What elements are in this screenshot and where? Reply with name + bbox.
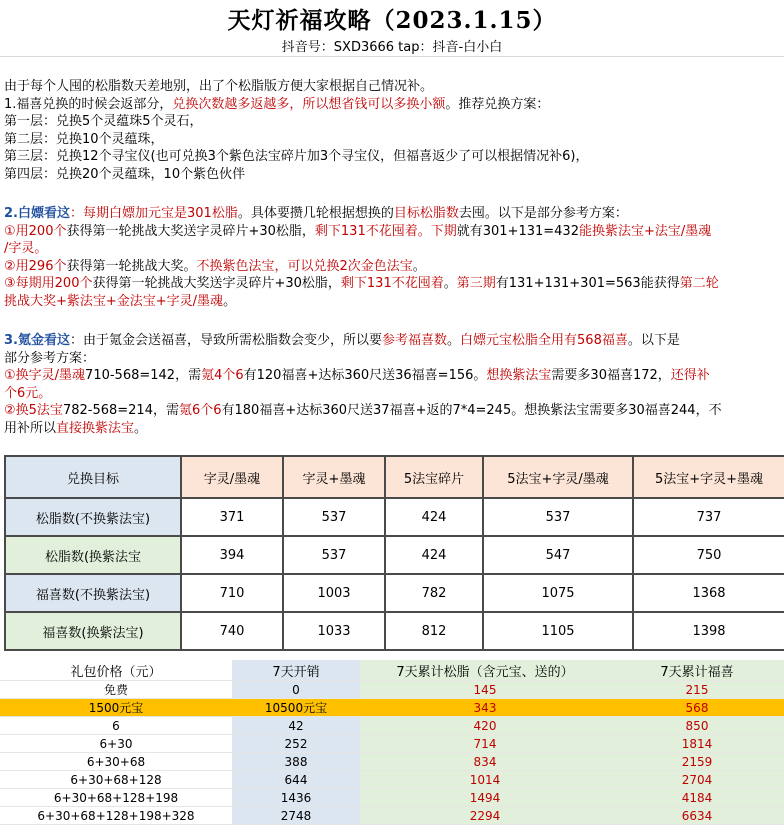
table-row bbox=[5, 498, 784, 536]
section-freebie bbox=[4, 205, 782, 310]
table-row-label: 福喜数(不换紫法宝) bbox=[5, 574, 181, 612]
table-cell: 420 bbox=[360, 717, 610, 735]
section2-text: 获得第一轮挑战大奖。 bbox=[66, 258, 197, 274]
table-row-highlighted bbox=[0, 699, 784, 717]
table-cell: 537 bbox=[283, 498, 385, 536]
intro-text: 1.福喜兑换的时候会返部分， bbox=[4, 96, 173, 112]
section3-text: 。 bbox=[134, 420, 148, 436]
section2-highlight: ①用200个 bbox=[4, 223, 67, 239]
section3-line-4 bbox=[4, 385, 782, 403]
table-cell: 394 bbox=[181, 536, 283, 574]
table-cell: 1494 bbox=[360, 789, 610, 807]
table-cell: 6+30 bbox=[0, 735, 232, 753]
section3-heading: 3.氪金看这 bbox=[4, 333, 70, 348]
section2-text: 获得第一轮挑战大奖送字灵碎片+30松脂， bbox=[92, 276, 341, 291]
table-cell: 4184 bbox=[610, 789, 784, 807]
table-row bbox=[5, 612, 784, 650]
section2-line-2 bbox=[4, 223, 782, 241]
table-cell: 6 bbox=[0, 717, 232, 735]
table-row bbox=[5, 574, 784, 612]
table-cell: 644 bbox=[232, 771, 360, 789]
intro-section bbox=[4, 78, 782, 183]
section2-line-4 bbox=[4, 258, 782, 276]
table-cell: 1398 bbox=[633, 612, 784, 650]
exchange-target-table bbox=[4, 455, 784, 651]
section2-highlight: 不换紫色法宝，可以兑换2次金色法宝 bbox=[196, 258, 413, 274]
section2-line-6 bbox=[4, 293, 782, 311]
section2-text: 。 bbox=[412, 258, 426, 274]
section2-text: 。具体要攒几轮根据想换的 bbox=[237, 206, 394, 221]
table-header-cell: 7天累计松脂（含元宝、送的） bbox=[360, 660, 610, 681]
section2-highlight: 剩下131不花囤着 bbox=[340, 276, 444, 291]
section-paid bbox=[4, 332, 782, 437]
table-cell: 371 bbox=[181, 498, 283, 536]
table-cell: 568 bbox=[610, 699, 784, 717]
table-cell: 1436 bbox=[232, 789, 360, 807]
section2-line-1 bbox=[4, 205, 782, 223]
table-row bbox=[0, 771, 784, 789]
table-header-cell: 7天开销 bbox=[232, 660, 360, 681]
section3-line-2: 部分参考方案： bbox=[4, 350, 96, 366]
table-cell: 424 bbox=[385, 498, 483, 536]
table-cell: 6634 bbox=[610, 807, 784, 825]
table-cell: 710 bbox=[181, 574, 283, 612]
table-cell: 6+30+68+128+198+328 bbox=[0, 807, 232, 825]
table-header-cell: 5法宝碎片 bbox=[385, 456, 483, 498]
section2-text: 就有301+131=432 bbox=[456, 223, 579, 239]
table-cell: 2748 bbox=[232, 807, 360, 825]
table-cell: 1500元宝 bbox=[0, 699, 232, 717]
section2-highlight: ②用296个 bbox=[4, 258, 67, 274]
table-row-label: 松脂数(不换紫法宝) bbox=[5, 498, 181, 536]
section2-highlight: 第三期 bbox=[456, 276, 496, 291]
intro-line-1: 由于每个人囤的松脂数天差地别，出了个松脂版方便大家根据自己情况补。 bbox=[4, 79, 434, 94]
table-row-label: 福喜数(换紫法宝) bbox=[5, 612, 181, 650]
intro-line-6: 第四层：兑换20个灵蕴珠，10个紫色伙伴 bbox=[4, 166, 246, 182]
section2-text: 。 bbox=[443, 276, 457, 291]
table-cell: 343 bbox=[360, 699, 610, 717]
table-cell: 1075 bbox=[483, 574, 633, 612]
section2-text: 去囤。以下是部分参考方案： bbox=[458, 206, 628, 221]
intro-line-2 bbox=[4, 96, 782, 114]
section2-highlight: 目标松脂数 bbox=[393, 206, 459, 221]
intro-line-4: 第二层：兑换10个灵蕴珠， bbox=[4, 131, 164, 147]
table-cell: 免费 bbox=[0, 681, 232, 699]
table-cell: 537 bbox=[483, 498, 633, 536]
section3-highlight: 参考福喜数 bbox=[382, 333, 448, 348]
section2-text: ： bbox=[69, 206, 83, 221]
table-cell: 0 bbox=[232, 681, 360, 699]
table-header-cell: 字灵+墨魂 bbox=[283, 456, 385, 498]
section2-highlight: ③每期用200个 bbox=[4, 276, 93, 291]
table-header-cell: 礼包价格（元） bbox=[0, 660, 232, 681]
section3-highlight: 想换紫法宝 bbox=[486, 368, 552, 383]
section3-line-5 bbox=[4, 402, 782, 420]
section3-highlight: 个6元。 bbox=[4, 385, 52, 401]
intro-line-3: 第一层：兑换5个灵蕴珠5个灵石， bbox=[4, 114, 203, 129]
table-cell: 2704 bbox=[610, 771, 784, 789]
table-header-row bbox=[0, 660, 784, 681]
intro-line-5: 第三层：兑换12个寻宝仪(也可兑换3个紫色法宝碎片加3个寻宝仪，但福喜返少了可以根据情况补6)， bbox=[4, 149, 589, 164]
section3-highlight: 还得补 bbox=[670, 368, 710, 383]
table-cell: 740 bbox=[181, 612, 283, 650]
section3-highlight: 氪4个6 bbox=[201, 368, 244, 383]
table-header-cell: 兑换目标 bbox=[5, 456, 181, 498]
table-header-cell: 字灵/墨魂 bbox=[181, 456, 283, 498]
section3-text: ：由于氪金会送福喜，导致所需松脂数会变少，所以要 bbox=[69, 333, 382, 348]
section2-line-5 bbox=[4, 275, 782, 293]
section3-line-3 bbox=[4, 367, 782, 385]
table-cell: 750 bbox=[633, 536, 784, 574]
page-subtitle: 抖音号：SXD3666 tap：抖音-白小白 bbox=[281, 40, 503, 55]
table-cell: 547 bbox=[483, 536, 633, 574]
section3-text: 需要多30福喜172， bbox=[551, 368, 671, 383]
table-cell: 388 bbox=[232, 753, 360, 771]
table-cell: 737 bbox=[633, 498, 784, 536]
section2-text: 有131+131+301=563能获得 bbox=[495, 276, 680, 291]
section3-line-6 bbox=[4, 420, 782, 438]
table-cell: 850 bbox=[610, 717, 784, 735]
table-row bbox=[0, 789, 784, 807]
table-row bbox=[5, 536, 784, 574]
table-cell: 252 bbox=[232, 735, 360, 753]
section3-text: 。 bbox=[447, 333, 461, 348]
table-row-label: 松脂数(换紫法宝 bbox=[5, 536, 181, 574]
table-cell: 1814 bbox=[610, 735, 784, 753]
section3-highlight: ②换5法宝 bbox=[4, 403, 63, 418]
table-cell: 145 bbox=[360, 681, 610, 699]
section3-text: 有180福喜+达标360尺送37福喜+返的7*4=245。想换紫法宝需要多30福喜244，不 bbox=[221, 403, 722, 418]
gift-pack-table bbox=[0, 660, 784, 825]
table-cell: 6+30+68+128+198 bbox=[0, 789, 232, 807]
section3-text: 用补所以 bbox=[4, 420, 57, 436]
intro-highlight: 兑换次数越多返越多，所以想省钱可以多换小额 bbox=[172, 96, 446, 112]
table-header-cell: 5法宝+字灵/墨魂 bbox=[483, 456, 633, 498]
table-row bbox=[0, 717, 784, 735]
table-header-cell: 7天累计福喜 bbox=[610, 660, 784, 681]
section2-highlight: /字灵。 bbox=[4, 241, 48, 256]
section3-text: 710-568=142，需 bbox=[85, 368, 202, 383]
table-cell: 424 bbox=[385, 536, 483, 574]
section2-text: 获得第一轮挑战大奖送字灵碎片+30松脂， bbox=[66, 223, 315, 239]
table-cell: 714 bbox=[360, 735, 610, 753]
section2-text: 。 bbox=[223, 293, 237, 309]
table-header-row bbox=[5, 456, 784, 498]
table-cell: 834 bbox=[360, 753, 610, 771]
section3-highlight: 直接换紫法宝 bbox=[56, 420, 135, 436]
section2-line-3 bbox=[4, 240, 782, 258]
table-cell: 1368 bbox=[633, 574, 784, 612]
table-cell: 1033 bbox=[283, 612, 385, 650]
header bbox=[0, 0, 784, 57]
table-cell: 42 bbox=[232, 717, 360, 735]
section2-highlight: 每期白嫖加元宝是301松脂 bbox=[83, 206, 238, 221]
table-cell: 6+30+68 bbox=[0, 753, 232, 771]
section3-highlight: 白嫖元宝松脂全用有568福喜 bbox=[460, 333, 628, 348]
table-cell: 2159 bbox=[610, 753, 784, 771]
table-cell: 782 bbox=[385, 574, 483, 612]
section3-highlight: ①换字灵/墨魂 bbox=[4, 368, 86, 383]
section3-highlight: 氪6个6 bbox=[178, 403, 222, 418]
section2-highlight: 能换紫法宝+法宝/墨魂 bbox=[578, 223, 712, 239]
table-cell: 2294 bbox=[360, 807, 610, 825]
table-cell: 1014 bbox=[360, 771, 610, 789]
section2-heading: 2.白嫖看这 bbox=[4, 206, 70, 221]
section2-highlight: 挑战大奖+紫法宝+金法宝+字灵/墨魂 bbox=[4, 293, 224, 309]
section2-highlight: 第二轮 bbox=[679, 276, 719, 291]
intro-text: 。推荐兑换方案： bbox=[445, 96, 550, 112]
table-row bbox=[0, 735, 784, 753]
section3-line-1 bbox=[4, 332, 782, 350]
table-cell: 10500元宝 bbox=[232, 699, 360, 717]
table-cell: 537 bbox=[283, 536, 385, 574]
table-cell: 6+30+68+128 bbox=[0, 771, 232, 789]
table-cell: 1003 bbox=[283, 574, 385, 612]
table-row bbox=[0, 753, 784, 771]
table-cell: 215 bbox=[610, 681, 784, 699]
section3-text: 。以下是 bbox=[627, 333, 680, 348]
table-header-cell: 5法宝+字灵+墨魂 bbox=[633, 456, 784, 498]
section3-text: 有120福喜+达标360尺送36福喜=156。 bbox=[243, 368, 487, 383]
table-row bbox=[0, 681, 784, 699]
section3-text: 782-568=214，需 bbox=[62, 403, 179, 418]
table-cell: 812 bbox=[385, 612, 483, 650]
page-title: 天灯祈福攻略（2023.1.15） bbox=[227, 7, 557, 34]
section2-highlight: 剩下131不花囤着。下期 bbox=[314, 223, 457, 239]
table-cell: 1105 bbox=[483, 612, 633, 650]
